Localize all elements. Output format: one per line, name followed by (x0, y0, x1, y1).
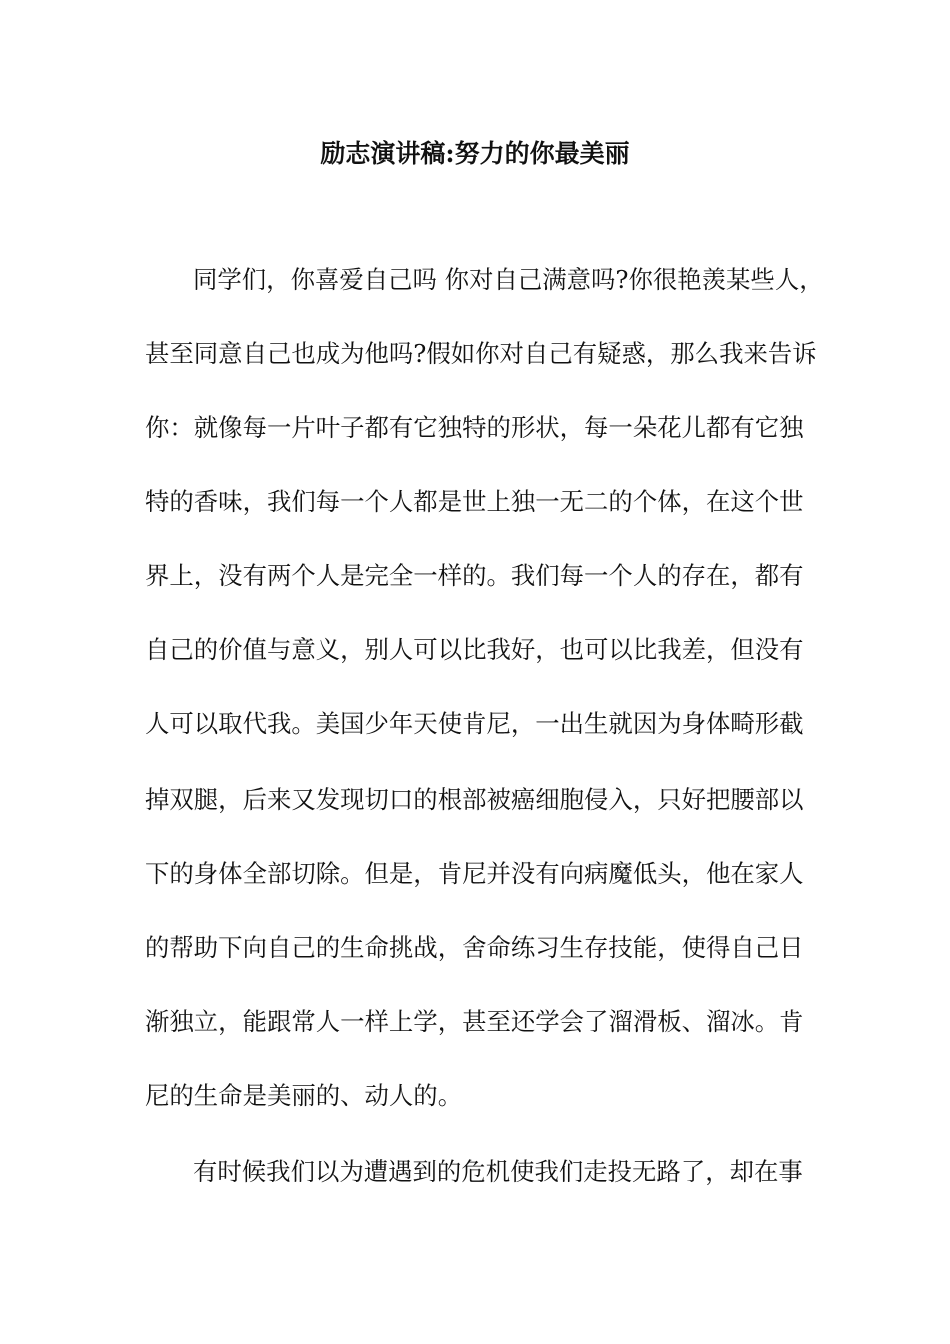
paragraph-line: 掉双腿，后来又发现切口的根部被癌细胞侵入，只好把腰部以 (145, 785, 804, 814)
paragraph-line: 特的香味，我们每一个人都是世上独一无二的个体，在这个世 (145, 487, 804, 516)
paragraph-line: 有时候我们以为遭遇到的危机使我们走投无路了，却在事 (193, 1157, 803, 1186)
paragraph-line: 你：就像每一片叶子都有它独特的形状，每一朵花儿都有它独 (145, 413, 804, 442)
document-title: 励志演讲稿:努力的你最美丽 (320, 139, 630, 168)
paragraph-line: 人可以取代我。美国少年天使肯尼，一出生就因为身体畸形截 (145, 709, 804, 738)
paragraph-line: 渐独立，能跟常人一样上学，甚至还学会了溜滑板、溜冰。肯 (145, 1007, 804, 1036)
paragraph-line: 同学们，你喜爱自己吗 你对自己满意吗?你很艳羡某些人， (193, 265, 824, 294)
paragraph-line: 甚至同意自己也成为他吗?假如你对自己有疑惑，那么我来告诉 (145, 339, 817, 368)
paragraph-line: 的帮助下向自己的生命挑战，舍命练习生存技能，使得自己日 (145, 933, 804, 962)
paragraph-line: 界上，没有两个人是完全一样的。我们每一个人的存在，都有 (145, 561, 804, 590)
paragraph-line: 自己的价值与意义，别人可以比我好，也可以比我差，但没有 (145, 635, 804, 664)
paragraph-line: 尼的生命是美丽的、动人的。 (145, 1081, 463, 1110)
paragraph-line: 下的身体全部切除。但是，肯尼并没有向病魔低头，他在家人 (145, 859, 804, 888)
